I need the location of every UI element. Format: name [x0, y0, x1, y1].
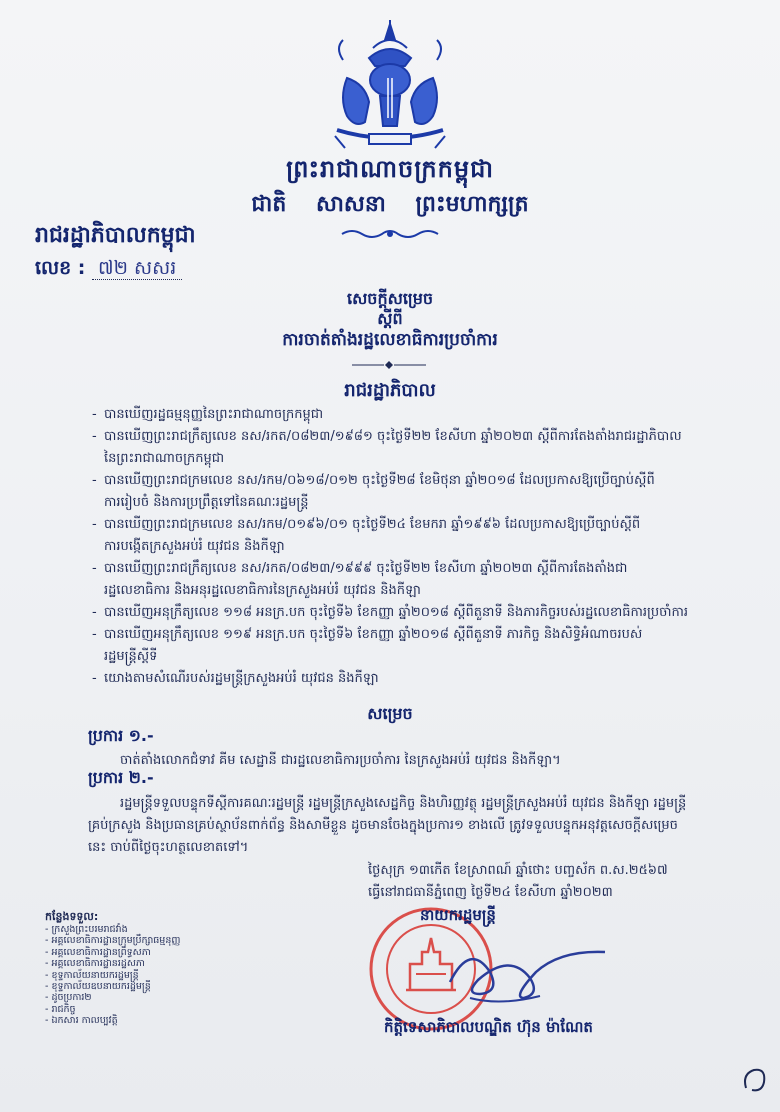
recipient-item: - ខុទ្ទកាល័យឧបនាយករដ្ឋមន្ត្រី: [45, 981, 180, 992]
recipient-item: - ដូចប្រការ២: [45, 992, 180, 1003]
preamble-clause: - បានឃើញព្រះរាជក្រឹត្យលេខ នស/រកត/០៨២៣/១៩៩៩ ចុះថ្ងៃទី២២ ខែសីហា ឆ្នាំ២០២៣ ស្ដីពីការតែងតាំងជា រដ្ឋលេខាធិការ និងអនុរដ្ឋលេខាធិការនៃក្រសួងអប់រំ យុវជន និងកីឡា: [92, 558, 712, 602]
prime-minister-title: នាយករដ្ឋមន្ត្រី: [420, 906, 496, 924]
preamble-clauses: [92, 404, 712, 690]
article-1-text: ចាត់តាំងលោកជំទាវ គីម សេដ្ឋានី ជារដ្ឋលេខាធិការប្រចាំការ នៃក្រសួងអប់រំ យុវជន និងកីឡា។: [120, 753, 561, 768]
recipients-list: [45, 924, 180, 1027]
corner-mark-icon: [740, 1058, 770, 1098]
issuing-body: រាជរដ្ឋាភិបាល: [344, 380, 436, 401]
preamble-clause: - បានឃើញព្រះរាជក្រមលេខ នស/រកម/០១៩៦/០១ ចុះថ្ងៃទី២៤ ខែមករា ឆ្នាំ១៩៩៦ ដែលប្រកាសឱ្យប្រើច្បាប់ស្ដីពី ការបង្កើតក្រសួងអប់រំ យុវជន និងកីឡា: [92, 514, 712, 558]
recipient-item: - អគ្គលេខាធិការដ្ឋានក្រុមប្រឹក្សាធម្មនុញ្ញ: [45, 935, 180, 946]
document-subject: ការចាត់តាំងរដ្ឋលេខាធិការប្រចាំការ: [282, 330, 498, 350]
ornament-divider-icon: [338, 226, 442, 242]
reference-number: ៧២ សសរ: [92, 257, 182, 280]
preamble-clause: - បានឃើញអនុក្រឹត្យលេខ ១១៩ អនក្រ.បក ចុះថ្ងៃទី៦ ខែកញ្ញា ឆ្នាំ២០១៨ ស្ដីពីតួនាទី ភារកិច្ច និងសិទ្ធិអំណាចរបស់ រដ្ឋមន្ត្រីស្ដីទី: [92, 624, 712, 668]
document-type: សេចក្ដីសម្រេច: [346, 289, 433, 308]
recipient-item: - ក្រសួងព្រះបរមរាជវាំង: [45, 924, 180, 935]
preamble-clause: - បានឃើញរដ្ឋធម្មនុញ្ញនៃព្រះរាជាណាចក្រកម្ពុជា: [92, 404, 712, 426]
royal-crest-emblem: [325, 18, 455, 158]
preamble-clause: - បានឃើញព្រះរាជក្រឹត្យលេខ នស/រកត/០៨២៣/១៩៨១ ចុះថ្ងៃទី២២ ខែសីហា ឆ្នាំ២០២៣ ស្ដីពីការតែងតាំងរាជរដ្ឋាភិបាល នៃព្រះរាជាណាចក្រកម្ពុជា: [92, 426, 712, 470]
kingdom-title: ព្រះរាជាណាចក្រកម្ពុជា: [286, 155, 494, 183]
recipient-item: - អគ្គលេខាធិការដ្ឋានព្រឹទ្ធសភា: [45, 947, 180, 958]
recipient-item: - ខុទ្ទកាល័យនាយករដ្ឋមន្ត្រី: [45, 970, 180, 981]
article-2-label: ប្រការ ២.-: [88, 768, 154, 787]
place-and-date: ធ្វើនៅរាជធានីភ្នំពេញ ថ្ងៃទី២៤ ខែសីហា ឆ្នាំ២០២៣: [368, 885, 613, 900]
national-motto: ជាតិ សាសនា ព្រះមហាក្សត្រ: [251, 192, 529, 217]
reference-line: [35, 256, 182, 284]
recipient-item: - ឯកសារ កាលប្បវត្តិ: [45, 1015, 180, 1026]
article-2-text: រដ្ឋមន្ត្រីទទួលបន្ទុកទីស្ដីការគណៈរដ្ឋមន្ត្រី រដ្ឋមន្ត្រីក្រសួងសេដ្ឋកិច្ច និងហិរញ្ញវត្ថុ រដ្ឋមន្ត្រីក្រសួងអប់រំ យុវជន និងកីឡា រដ្ឋមន្ត្រីគ្រប់ក្រសួង និងប្រធានគ្រប់ស្ថាប័នពាក់ព័ន្ធ និងសាមីខ្លួន ដូចមានចែងក្នុងប្រការ១ ខាងលើ ត្រូវទទួលបន្ទុកអនុវត្តសេចក្ដីសម្រេចនេះ ចាប់ពីថ្ងៃចុះហត្ថលេខាតទៅ។: [88, 796, 687, 855]
issuer-heading: រាជរដ្ឋាភិបាលកម្ពុជា: [35, 223, 196, 248]
preamble-clause: - បានឃើញអនុក្រឹត្យលេខ ១១៨ អនក្រ.បក ចុះថ្ងៃទី៦ ខែកញ្ញា ឆ្នាំ២០១៨ ស្ដីពីតួនាទី និងភារកិច្ចរបស់រដ្ឋលេខាធិការប្រចាំការ: [92, 602, 712, 624]
recipient-item: - អគ្គលេខាធិការដ្ឋានរដ្ឋសភា: [45, 958, 180, 969]
article-1-label: ប្រការ ១.-: [88, 726, 154, 745]
recipient-item: - រាជកិច្ច: [45, 1004, 180, 1015]
signer-name: កិត្តិទេសាភិបាលបណ្ឌិត ហ៊ុន ម៉ាណែត: [384, 1018, 593, 1036]
title-divider-icon: [352, 361, 426, 369]
about-label: ស្ដីពី: [377, 309, 403, 328]
lunar-date: ថ្ងៃសុក្រ ១៣កើត ខែស្រាពណ៍ ឆ្នាំថោះ បញ្ចស័ក ព.ស.២៥៦៧: [368, 863, 668, 878]
recipients-title: កន្លែងទទួល:: [45, 910, 99, 923]
preamble-clause: - បានឃើញព្រះរាជក្រមលេខ នស/រកម/០៦១៨/០១២ ចុះថ្ងៃទី២៨ ខែមិថុនា ឆ្នាំ២០១៨ ដែលប្រកាសឱ្យប្រើច្បាប់ស្ដីពី ការរៀបចំ និងការប្រព្រឹត្តទៅនៃគណៈរដ្ឋមន្ត្រី: [92, 470, 712, 514]
preamble-clause: - យោងតាមសំណើរបស់រដ្ឋមន្ត្រីក្រសួងអប់រំ យុវជន និងកីឡា: [92, 668, 712, 690]
decision-heading: សម្រេច: [367, 704, 413, 723]
handwritten-signature: [440, 932, 610, 1012]
reference-label: លេខ :: [35, 257, 86, 279]
